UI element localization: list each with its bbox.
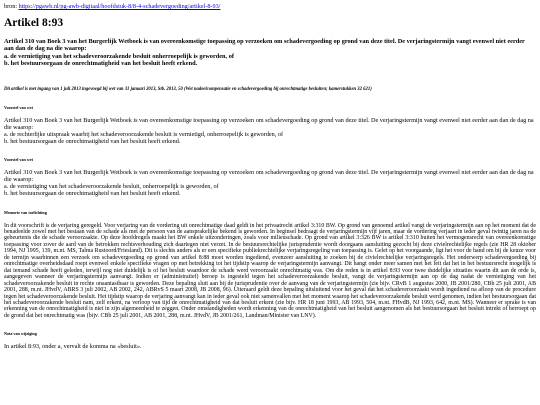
section-label-memorie: Memorie van toelichting: [4, 209, 47, 215]
voorstel-1-text: [4, 118, 536, 145]
voorstel-1-line: Artikel 310 van Boek 3 van het Burgerlijk Wetboek is van overeenkomstige toepassing op verzoeken om schadevergoeding op grond van deze titel. De verjaringstermijn vangt evenwel niet eerder aan dan de dag na die waarop:: [4, 117, 534, 131]
source-link[interactable]: https://pgawb.nl/pg-awb-digitaal/hoofdstuk-8/8-4-schadevergoeding/artikel-8-93/: [18, 3, 221, 10]
lead-item-b: b. het bestuursorgaan de onrechtmatigheid van het besluit heeft erkend.: [4, 59, 198, 67]
voorstel-1-item-a: a. de rechterlijke uitspraak waarbij het schadeveroorzakende besluit is vernietigd, onherroepelijk is geworden, of: [4, 130, 284, 138]
article-lead: [4, 38, 536, 67]
voorstel-2-line: Artikel 310 van Boek 3 van het Burgerlijk Wetboek is van overeenkomstige toepassing op verzoeken om schadevergoeding op grond van deze titel. De verjaringstermijn vangt evenwel niet eerder aan dan de dag na die waarop:: [4, 169, 534, 184]
insertion-note: Dit artikel is met ingang van 1 juli 2013 ingevoegd bij wet van 31 januari 2013, Stb. 2013, 50 (Wet nadeelcompensatie en schadevergoeding bij onrechtmatige besluiten; kamerstukken 32 621): [4, 87, 372, 93]
voorstel-2-text: [4, 170, 536, 197]
voorstel-2-item-b: b. het bestuursorgaan de onrechtmatigheid van het besluit heeft erkend.: [4, 189, 181, 197]
nota-text: In artikel 8:93, onder a, vervalt de komma na «besluit».: [4, 343, 142, 351]
source-line: [4, 3, 536, 11]
voorstel-2-item-a: a. de vernietiging van het schadeveroorzakende besluit, onherroepelijk is geworden, of: [4, 182, 219, 190]
memorie-text: In dit voorschrift is de verjaring geregeld. Voor verjaring van de vordering uit onrechtmatige daad geldt in het privaatrecht artikel 3:310 BW. Op grond van genoemd artikel vangt de verjaringstermijn aan op het moment dat de benadeelde zowel met het bestaan van de schade als met de persoon van de aansprakelijke bekend is geworden. In beginsel bedraagt de verjaringstermijn vijf jaren, maar de vordering verjaart in ieder geval twintig jaren na de gebeurtenis die de schade veroorzaakte. Op deze hoofdregels maakt het BW enkele uitzonderingen, zoals voor milieuschade. Op grond van artikel 3:326 BW is artikel 3:310 buiten het vermogensrecht van overeenkomstige toepassing voor zover de aard van de betrokken rechtsverhouding zich daartegen niet verzet. In de bestuursrechtelijke jurisprudentie wordt doorgaans aansluiting gezocht bij deze civielrechtelijke regels (zie HR 28 oktober 1994, NJ 1995, 139, m.nt. MS, Talma Rustoord/Friesland). Dit is slechts anders als er een specifieke publiekrechtelijke verjaringsregeling van toepassing is. Gelet op het voorgaande, ligt het voor de hand om bij de keuze voor de termijn waarbinnen een verzoek om schadevergoeding op grond van artikel 8:88 moet worden ingediend, evenzeer aansluiting te zoeken bij de civielrechtelijke verjaringsregels. Het onderwerp schadevergoeding bij onrechtmatige overheidsdaad roept evenwel enkele specifieke vragen op met betrekking tot het tijdstip waarop de verjaringstermijn aanvangt. Dit hangt onder meer samen met het feit dat het in het bestuursrecht mogelijk is dat iemand schade heeft geleden, terwijl nog niet duidelijk is of het besluit waardoor de schade werd veroorzaakt onrechtmatig was. Om die reden is in artikel 8:93 voor twee duidelijke situaties waarin dit aan de orde is, aangegeven wanneer de verjaringstermijn aanvangt. Indien er (administratief) beroep is ingesteld tegen het schadeveroorzakende besluit, vangt de verjaringstermijn aan op de dag nadat de vernietiging van het schadeveroorzakende besluit in rechte onaantastbaar is geworden. Deze bepaling sluit aan bij de jurisprudentie over de aanvang van de verjaringstermijn (zie bijv. CRvB 1 augustus 2000, JB 2001/280, CBb 25 juli 2001, AB 2001, 288, m.nt. JHvdV, ABRS 3 juli 2002, AB 2002, 242, ABRvS 5 maart 2008, JB 2008, 96). Uiteraard geldt deze bepaling uitsluitend voor het geval dat het schadeveroorzaakt wordt ingediend na afloop van de procedure tegen het schadeveroorzakende besluit. Het tijdstip waarop de verjaring aanvangt kan in ieder geval ook niet samenvallen met het moment waarop het schadeveroorzakende besluit werd genomen, indien het bestuursorgaan dat het schadeveroorzakende besluit nam, zelf erkent, na verloop van tijd de onrechtmatigheid van dat besluit erkent (zie bijv. HR 18 juni 1993, AB 1993, 504, m.nt. FHvdB, NJ 1993, 642, m.nt. MS). Wanneer er sprake is van erkenning van de onrechtmatigheid is niet in zijn algemeenheid te zeggen. Onder omstandigheden wordt erkenning van de onrechtmatigheid van het besluit aangenomen als het bestuursorgaan het besluit intrekt of herroept op de grond dat het onrechtmatig was (bijv. CBb 25 juli 2001, AB 2001, 288, m.nt. JHvdV, JB 2001/261, Landman/Minister van LNV).: [4, 222, 536, 319]
article-title: Artikel 8:93: [4, 17, 64, 29]
section-label-nota: Nota van wijziging: [4, 331, 37, 337]
lead-item-a: a. de vernietiging van het schadeveroorzakende besluit onherroepelijk is geworden, of: [4, 52, 234, 60]
section-label-voorstel-2: Voorstel van wet: [4, 157, 33, 163]
section-label-voorstel-1: Voorstel van wet: [4, 105, 33, 111]
source-prefix: bron:: [4, 3, 19, 10]
lead-line: Artikel 310 van Boek 3 van het Burgerlijk Wetboek is van overeenkomstige toepassing op verzoeken om schadevergoeding op grond van deze titel. De verjaringstermijn vangt evenwel niet eerder aan dan de dag na die waarop:: [4, 38, 525, 53]
voorstel-1-item-b: b. het bestuursorgaan de onrechtmatigheid van het besluit heeft erkend.: [4, 137, 181, 145]
